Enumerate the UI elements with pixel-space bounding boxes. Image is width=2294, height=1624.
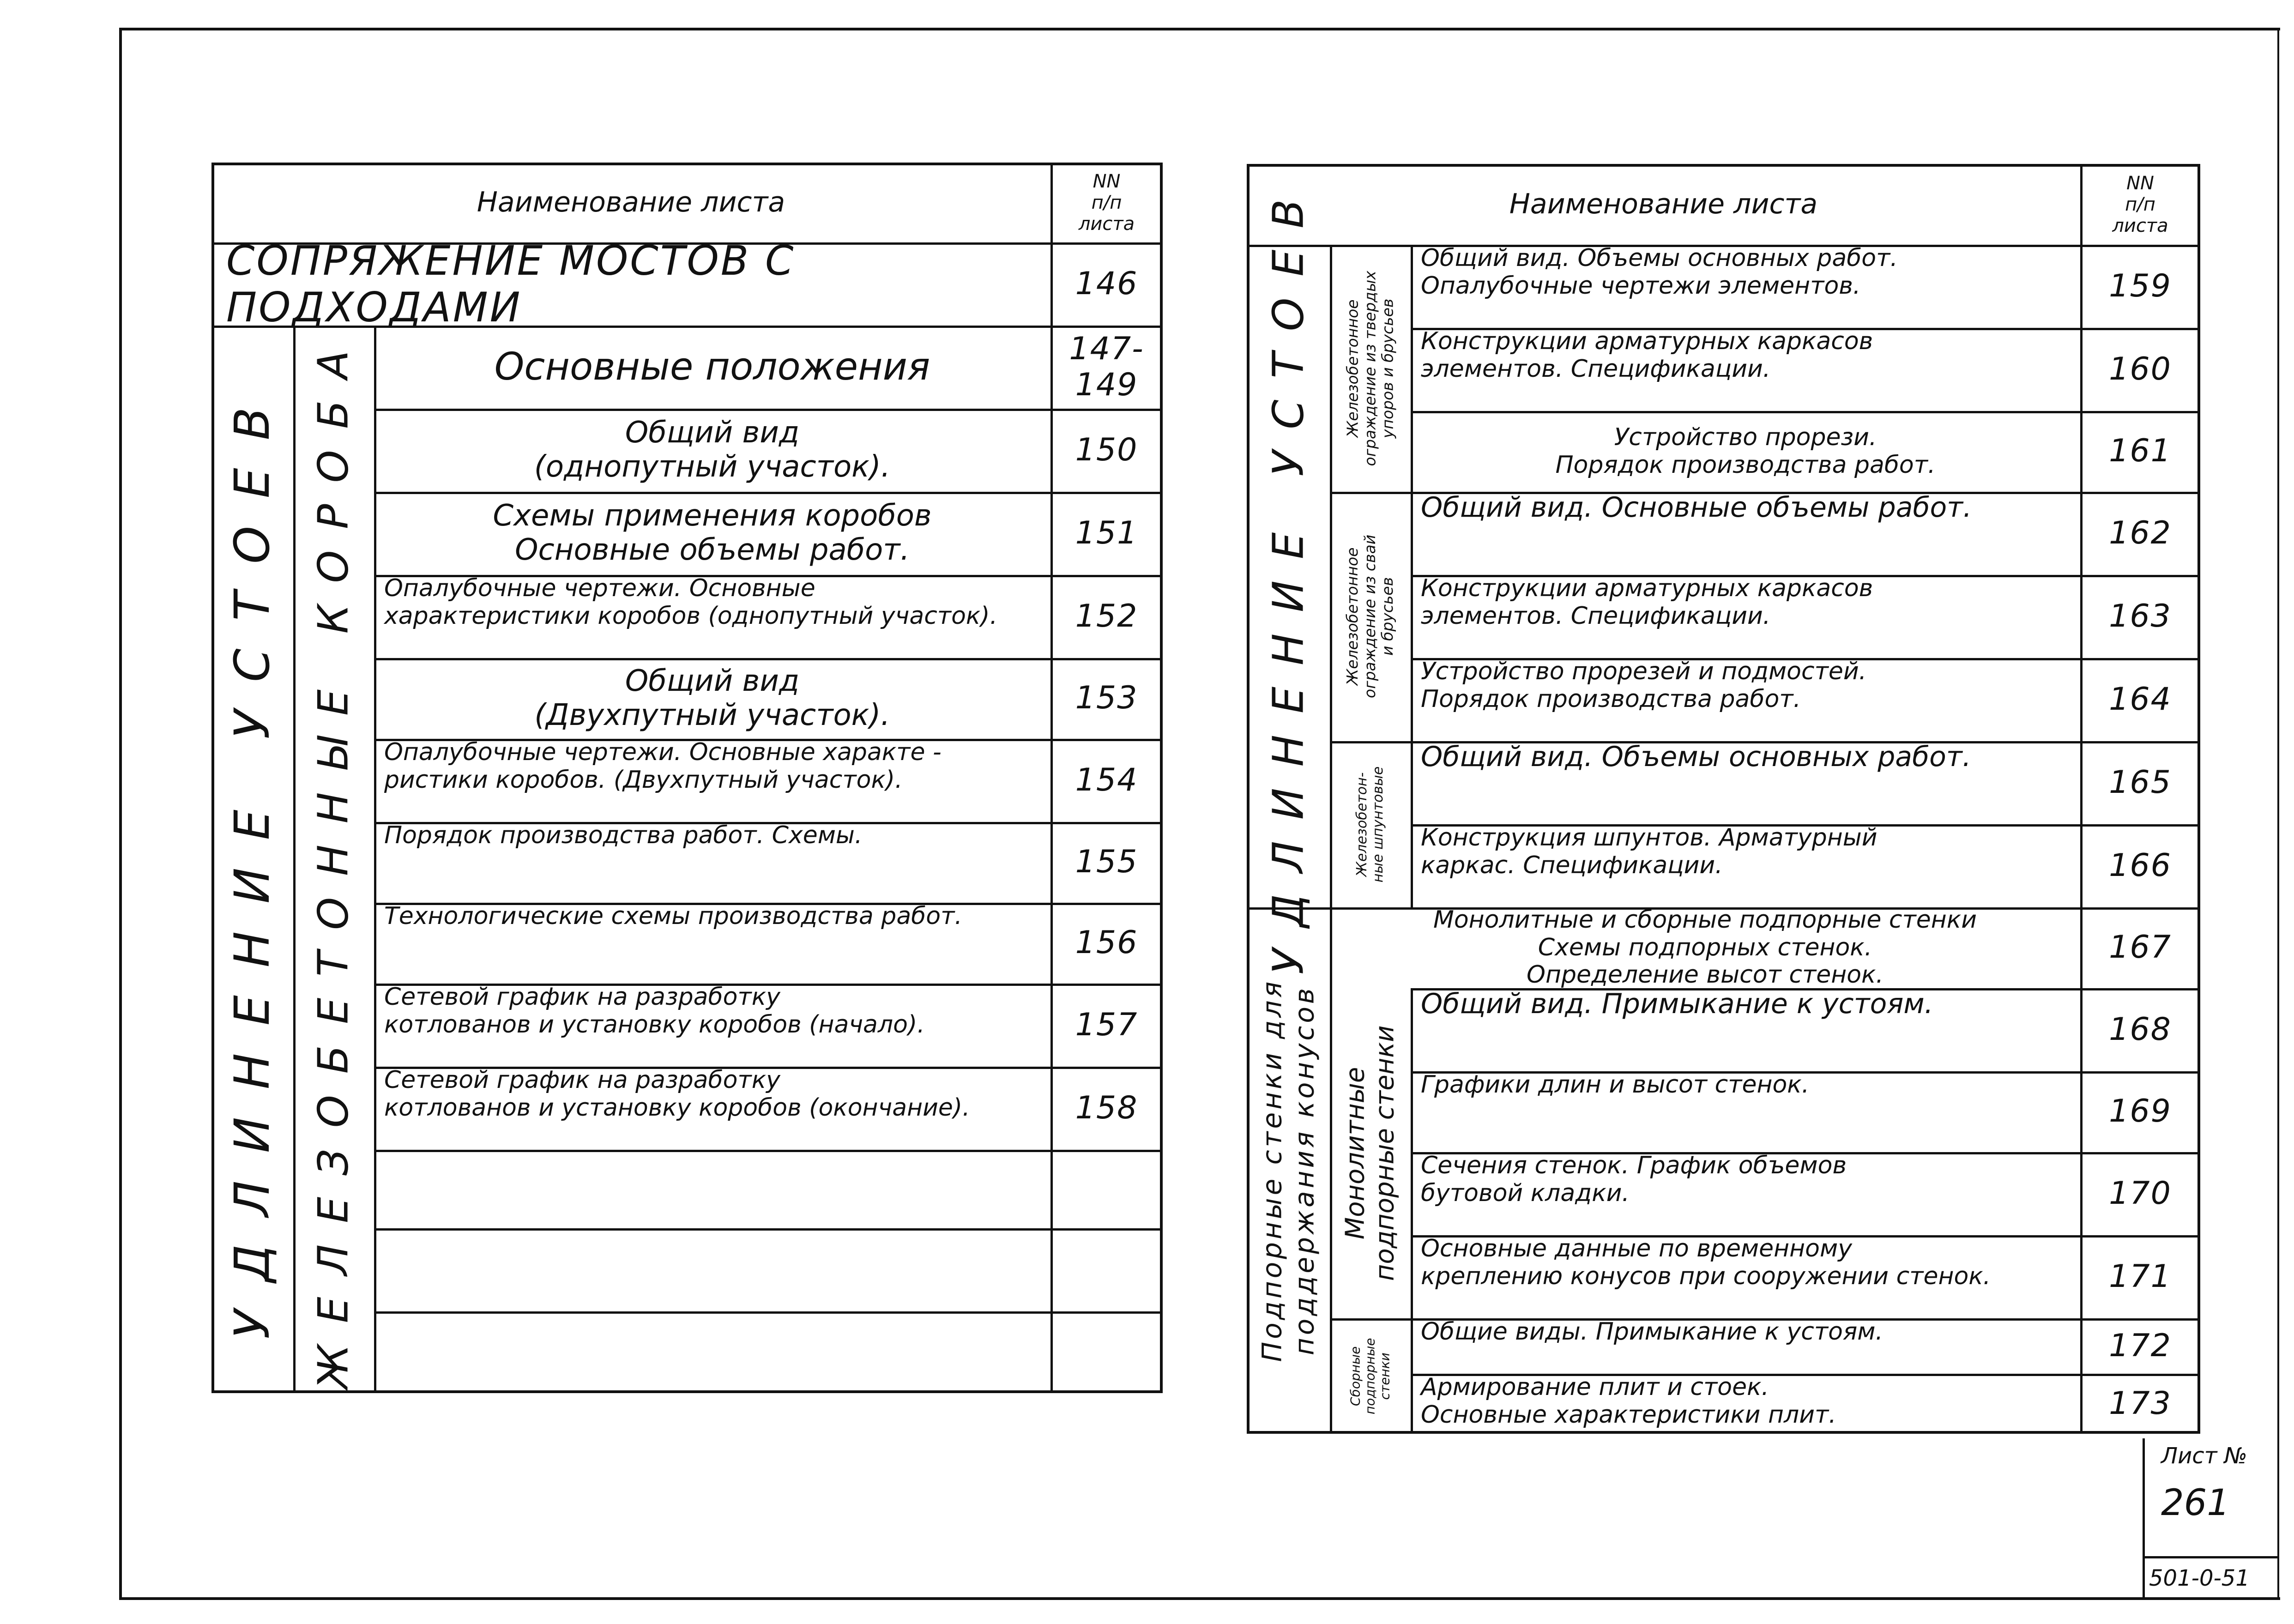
left-row-label-line: Порядок производства работ. Схемы.: [384, 821, 863, 849]
right-row-num: 163: [2109, 598, 2172, 634]
right-sub-b1-label: [1330, 988, 1411, 1318]
right-sub-a1-label: [1330, 245, 1411, 492]
right-row-label: [1416, 328, 2075, 411]
left-row-label-line: (однопутный участок).: [534, 450, 891, 484]
right-row-label-line: Конструкция шпунтов. Арматурный: [1421, 824, 1877, 851]
stamp-left-rule: [2143, 1438, 2145, 1600]
left-row-num: 158: [1075, 1089, 1138, 1126]
right-row-label-line: Схемы подпорных стенок.: [1538, 933, 1872, 961]
left-title-row: СОПРЯЖЕНИЕ МОСТОВ С ПОДХОДАМИ: [226, 236, 796, 331]
right-row-label-line: Конструкции арматурных каркасов: [1421, 327, 1873, 355]
right-row-label: [1416, 492, 2075, 575]
right-sub-a3-line1: Железобетон-: [1354, 772, 1370, 876]
right-row-label: [1416, 1318, 2075, 1374]
title-stamp: [2143, 1438, 2277, 1600]
right-row-label: [1416, 1152, 2075, 1235]
left-row-num: 150: [1075, 431, 1138, 468]
right-sub-a2-line3: и брусьев: [1378, 577, 1397, 656]
right-header-num-line2: п/п: [2125, 193, 2155, 215]
right-row-num: 161: [2109, 433, 2172, 470]
right-row-label: [1416, 988, 2075, 1071]
right-row-num: 170: [2109, 1175, 2172, 1212]
left-row-label: [380, 658, 1045, 739]
right-sub-a3-line2: ные шпунтовые: [1370, 766, 1386, 882]
left-row-label: [380, 1228, 1045, 1311]
right-sub-a3-label: [1330, 741, 1411, 907]
left-group-outer-label: [211, 326, 293, 1393]
right-sub-a2-line1: Железобетонное: [1343, 547, 1362, 686]
left-row-num: 155: [1075, 844, 1138, 881]
right-row-label-line: Основные характеристики плит.: [1421, 1401, 1836, 1429]
right-row-num: 167: [2109, 929, 2172, 966]
right-row-label-line: Общий вид. Объемы основных работ.: [1421, 741, 1971, 773]
left-title-row-num: 146: [1075, 265, 1138, 302]
left-row-label-line: Сетевой график на разработку: [384, 1066, 780, 1094]
left-row-num: 151: [1075, 514, 1138, 551]
right-sub-b1-line1: Монолитные: [1340, 1067, 1370, 1240]
right-row-label: [1416, 575, 2075, 658]
left-row-label-line: Основные объемы работ.: [515, 533, 910, 567]
left-header-num-line3: листа: [1078, 213, 1135, 235]
right-sub-a1-line2: ограждение из твердых: [1361, 270, 1379, 466]
right-row-label-line: элементов. Спецификации.: [1421, 602, 1771, 630]
left-header-num-line2: п/п: [1091, 192, 1122, 213]
left-row-label: [380, 492, 1045, 575]
left-row-label-line: Технологические схемы производства работ.: [384, 902, 962, 930]
right-row-label: [1416, 658, 2075, 741]
right-row-label-line: Порядок производства работ.: [1421, 685, 1801, 713]
stamp-sheet-number: 261: [2161, 1482, 2230, 1524]
right-row-label: [1416, 1374, 2075, 1434]
right-sub-b2-line2: подпорные: [1362, 1338, 1378, 1414]
right-row-label: [1416, 741, 2075, 824]
left-group-inner-label: [293, 326, 374, 1393]
left-row-label: [380, 409, 1045, 492]
left-row-label-line: Общий вид: [625, 416, 800, 450]
left-row-label-line: Опалубочные чертежи. Основные: [384, 574, 815, 602]
right-row-label: [1335, 907, 2075, 988]
left-row-num: 154: [1075, 761, 1138, 798]
left-row-label-line: Сетевой график на разработку: [384, 983, 780, 1011]
left-row-label-line: ристики коробов. (Двухпутный участок).: [384, 766, 903, 794]
left-row-num: [1050, 1150, 1163, 1228]
right-row-label-line: Порядок производства работ.: [1555, 451, 1936, 479]
right-row-num: 173: [2109, 1385, 2172, 1422]
right-row-num: 171: [2109, 1258, 2172, 1295]
right-row-label-line: Устройство прорези.: [1614, 423, 1877, 451]
left-header-num-line1: NN: [1093, 170, 1121, 192]
right-row-num: 159: [2109, 267, 2172, 304]
right-group-a-label: [1247, 178, 1330, 974]
right-row-label: [1416, 245, 2075, 328]
left-row-num: [1050, 1228, 1163, 1311]
right-row-label-line: креплению конусов при сооружении стенок.: [1421, 1262, 1991, 1290]
right-sub-a2-text: [1344, 535, 1397, 698]
right-row-label-line: Определение высот стенок.: [1527, 961, 1883, 989]
right-header-num-line1: NN: [2126, 172, 2154, 194]
left-row-label: [380, 326, 1045, 409]
left-header-name: Наименование листа: [477, 186, 785, 218]
right-row-label: [1416, 824, 2075, 907]
right-row-label-line: Армирование плит и стоек.: [1421, 1373, 1769, 1401]
right-group-b-label: [1247, 907, 1330, 1434]
right-row-label-line: Графики длин и высот стенок.: [1421, 1071, 1810, 1099]
right-row-label-line: элементов. Спецификации.: [1421, 355, 1771, 383]
right-row-label-line: Основные данные по временному: [1421, 1235, 1852, 1262]
right-header-num: [2080, 164, 2200, 245]
right-row-label: [1416, 411, 2075, 492]
right-row-num: 166: [2109, 847, 2172, 884]
right-sub-a1-line1: Железобетонное: [1343, 299, 1362, 437]
right-row-num: 172: [2109, 1327, 2172, 1364]
right-row-num: 169: [2109, 1093, 2172, 1130]
left-row-label-line: характеристики коробов (однопутный участок).: [384, 602, 998, 630]
right-group-a-text: УДЛИНЕНИЕ УСТОЕВ: [1263, 178, 1313, 974]
left-row-label-line: Схемы применения коробов: [493, 499, 932, 533]
left-row-label-line: Общий вид: [625, 664, 800, 698]
right-sub-a2-label: [1330, 492, 1411, 741]
right-row-label: [1416, 1071, 2075, 1152]
right-sub-b2-line3: стенки: [1377, 1352, 1393, 1400]
stamp-mid-rule: [2143, 1556, 2277, 1558]
left-row-label: [380, 822, 1045, 903]
right-header-name: Наименование листа: [1509, 188, 1818, 220]
right-row-label-line: Опалубочные чертежи элементов.: [1421, 272, 1861, 300]
stamp-doc-code: 501-0-51: [2149, 1565, 2250, 1591]
right-sub-a1-text: [1344, 271, 1397, 466]
right-sub-a2-line2: ограждение из свай: [1361, 534, 1379, 699]
right-row-label-line: Общий вид. Объемы основных работ.: [1421, 244, 1898, 272]
left-row-label-line: Основные положения: [494, 344, 930, 389]
right-sub-b1-line2: подпорные стенки: [1370, 1025, 1400, 1281]
right-row-label-line: Общие виды. Примыкание к устоям.: [1421, 1318, 1883, 1346]
right-sub-b2-line1: Сборные: [1347, 1346, 1363, 1406]
right-row-label-line: Устройство прорезей и подмостей.: [1421, 658, 1867, 685]
left-header-num: [1050, 163, 1163, 242]
right-sub-b1-text: [1340, 1026, 1400, 1281]
right-group-b-text: [1256, 979, 1320, 1362]
right-row-label-line: Общий вид. Примыкание к устоям.: [1421, 988, 1933, 1020]
right-row-label-line: Монолитные и сборные подпорные стенки: [1433, 906, 1977, 934]
right-group-b-line2: поддержания конусов: [1288, 985, 1320, 1356]
right-sub-b2-text: [1348, 1338, 1393, 1414]
right-row-label: [1416, 1235, 2075, 1318]
left-group-outer-text: УДЛИНЕНИЕ УСТОЕВ: [223, 380, 280, 1339]
left-row-num: [1050, 1311, 1163, 1393]
right-group-b-line1: Подпорные стенки для: [1256, 979, 1288, 1362]
left-row-label-line: котлованов и установку коробов (окончание).: [384, 1093, 970, 1122]
left-row-label: [380, 575, 1045, 658]
right-row-num: 164: [2109, 681, 2172, 718]
right-row-num: 165: [2109, 764, 2172, 801]
left-col-divider-inner: [374, 326, 376, 1393]
right-row-num: 168: [2109, 1011, 2172, 1048]
left-row-num: 153: [1075, 680, 1138, 717]
right-row-num: 162: [2109, 514, 2172, 551]
right-sub-b2-label: [1330, 1318, 1411, 1434]
left-row-num: 147-149: [1069, 330, 1144, 403]
right-row-label-line: Общий вид. Основные объемы работ.: [1421, 491, 1972, 524]
right-row-label-line: Конструкции арматурных каркасов: [1421, 574, 1873, 602]
left-row-label: [380, 984, 1045, 1067]
left-group-inner-text: ЖЕЛЕЗОБЕТОННЫЕ КОРОБА: [309, 329, 358, 1389]
left-row-num: 156: [1075, 924, 1138, 961]
left-row-num: 157: [1075, 1006, 1138, 1043]
right-col-divider-sub-b: [1411, 988, 1413, 1434]
drawing-frame-right-edge: [2277, 28, 2279, 1600]
right-sub-a1-line3: упоров и брусьев: [1378, 298, 1397, 438]
left-row-label: [380, 903, 1045, 984]
left-row-label-line: (Двухпутный участок).: [534, 698, 890, 732]
left-row-num: 152: [1075, 598, 1138, 634]
left-row-label: [380, 1067, 1045, 1150]
left-row-label: [380, 1150, 1045, 1228]
right-row-num: 160: [2109, 350, 2172, 387]
right-sub-a3-text: [1354, 766, 1386, 882]
left-row-label: [380, 1311, 1045, 1393]
left-row-label-line: Опалубочные чертежи. Основные характе -: [384, 738, 942, 766]
stamp-sheet-label: Лист №: [2161, 1443, 2247, 1469]
right-header-num-line3: листа: [2112, 215, 2168, 236]
right-row-label-line: бутовой кладки.: [1421, 1179, 1630, 1207]
left-row-label-line: котлованов и установку коробов (начало).: [384, 1010, 925, 1038]
left-row-label: [380, 739, 1045, 822]
right-row-label-line: Сечения стенок. График объемов: [1421, 1152, 1847, 1179]
right-row-label-line: каркас. Спецификации.: [1421, 851, 1723, 879]
